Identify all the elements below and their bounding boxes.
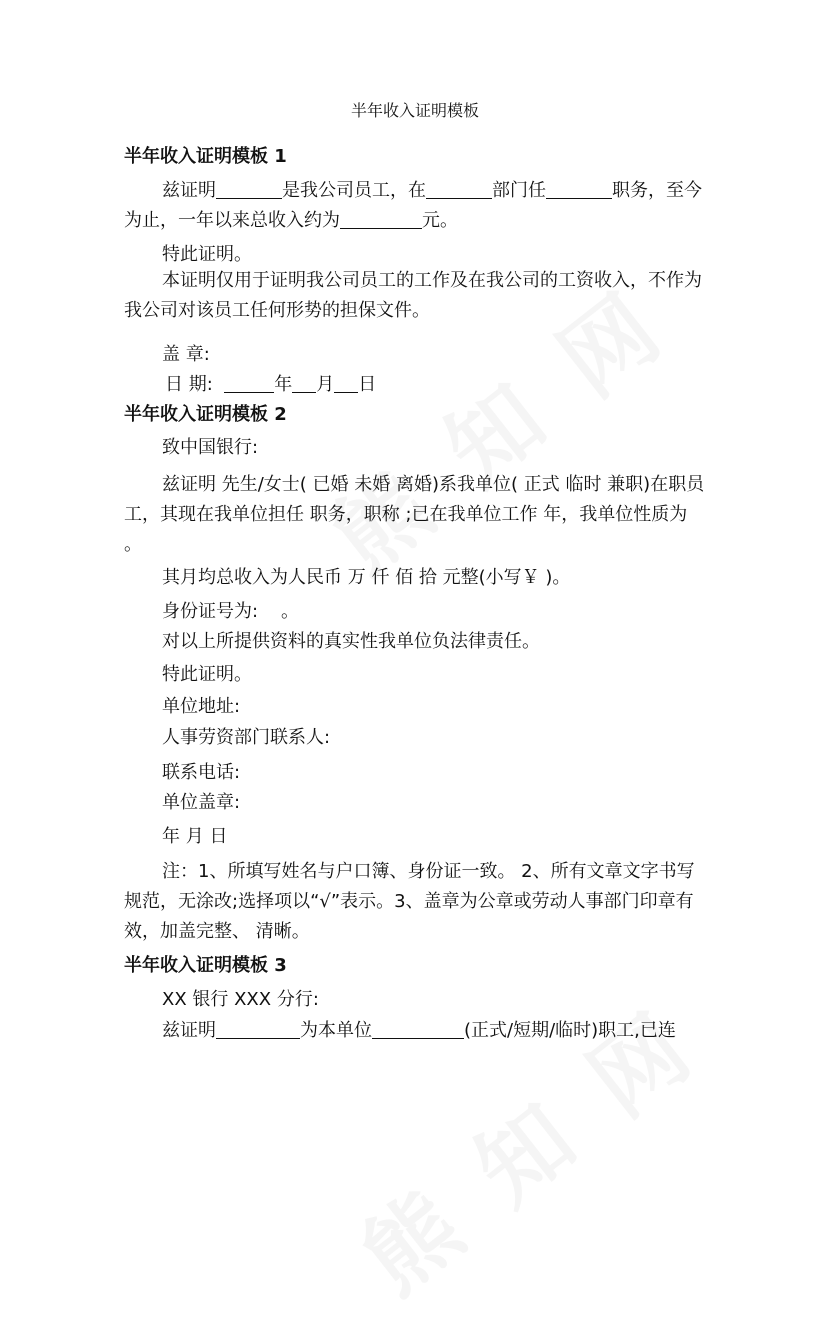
addressee: XX 银行 XXX 分行: xyxy=(162,989,319,1010)
text: 职务，至今为止，一年以来总收入约为 xyxy=(124,180,702,231)
text: 为本单位 xyxy=(300,1020,372,1041)
document-title: 半年收入证明模板 xyxy=(350,101,479,120)
text: (正式/短期/临时)职工,已连 xyxy=(464,1020,676,1041)
paragraph: 本证明仅用于证明我公司员工的工作及在我公司的工资收入，不作为我公司对该员工任何形势的担保文件。 xyxy=(124,270,702,321)
paragraph: 特此证明。 xyxy=(162,664,252,685)
phone-label: 联系电话: xyxy=(162,762,241,783)
text: 部门任 xyxy=(492,180,546,201)
paragraph: 其月均总收入为人民币 万 仟 佰 拾 元整(小写￥ )。 xyxy=(162,567,571,588)
paragraph xyxy=(124,176,710,236)
paragraph: 对以上所提供资料的真实性我单位负法律责任。 xyxy=(162,631,540,652)
fill-blank xyxy=(340,210,422,229)
fill-blank xyxy=(224,374,274,393)
text: 兹证明 xyxy=(162,180,216,201)
fill-blank xyxy=(292,374,316,393)
section-heading-3: 半年收入证明模板 3 xyxy=(124,955,287,976)
date-label: 日 期: xyxy=(165,374,213,395)
date-line xyxy=(165,370,376,396)
year-label: 年 xyxy=(274,374,293,395)
fill-blank xyxy=(216,1020,300,1039)
fill-blank xyxy=(546,180,612,199)
text: 兹证明 xyxy=(162,1020,216,1041)
section-heading-1: 半年收入证明模板 1 xyxy=(124,146,287,167)
hr-contact-label: 人事劳资部门联系人: xyxy=(162,727,331,748)
company-address-label: 单位地址: xyxy=(162,696,241,717)
fill-blank xyxy=(216,180,282,199)
text: 元。 xyxy=(422,210,458,231)
day-label: 日 xyxy=(358,374,377,395)
company-seal-label: 单位盖章: xyxy=(162,792,241,813)
paragraph: 特此证明。 xyxy=(162,244,252,265)
fill-blank xyxy=(372,1020,464,1039)
date-line: 年 月 日 xyxy=(162,826,228,847)
note-paragraph: 注：1、所填写姓名与户口簿、身份证一致。 2、所有文章文字书写规范，无涂改;选择项以“√”表示。3、盖章为公章或劳动人事部门印章有效，加盖完整、 清晰。 xyxy=(124,861,695,942)
addressee: 致中国银行: xyxy=(162,437,259,458)
section-heading-2: 半年收入证明模板 2 xyxy=(124,404,287,425)
fill-blank xyxy=(426,180,492,199)
stamp-label: 盖 章: xyxy=(162,344,210,365)
paragraph xyxy=(162,1016,676,1042)
paragraph: 身份证号为: 。 xyxy=(162,601,299,622)
paragraph: 兹证明 先生/女士( 已婚 未婚 离婚)系我单位( 正式 临时 兼职)在职员工，其现在我单位担任 职务，职称 ;已在我单位工作 年，我单位性质为 。 xyxy=(124,474,705,555)
text: 是我公司员工，在 xyxy=(282,180,426,201)
month-label: 月 xyxy=(316,374,335,395)
fill-blank xyxy=(334,374,358,393)
